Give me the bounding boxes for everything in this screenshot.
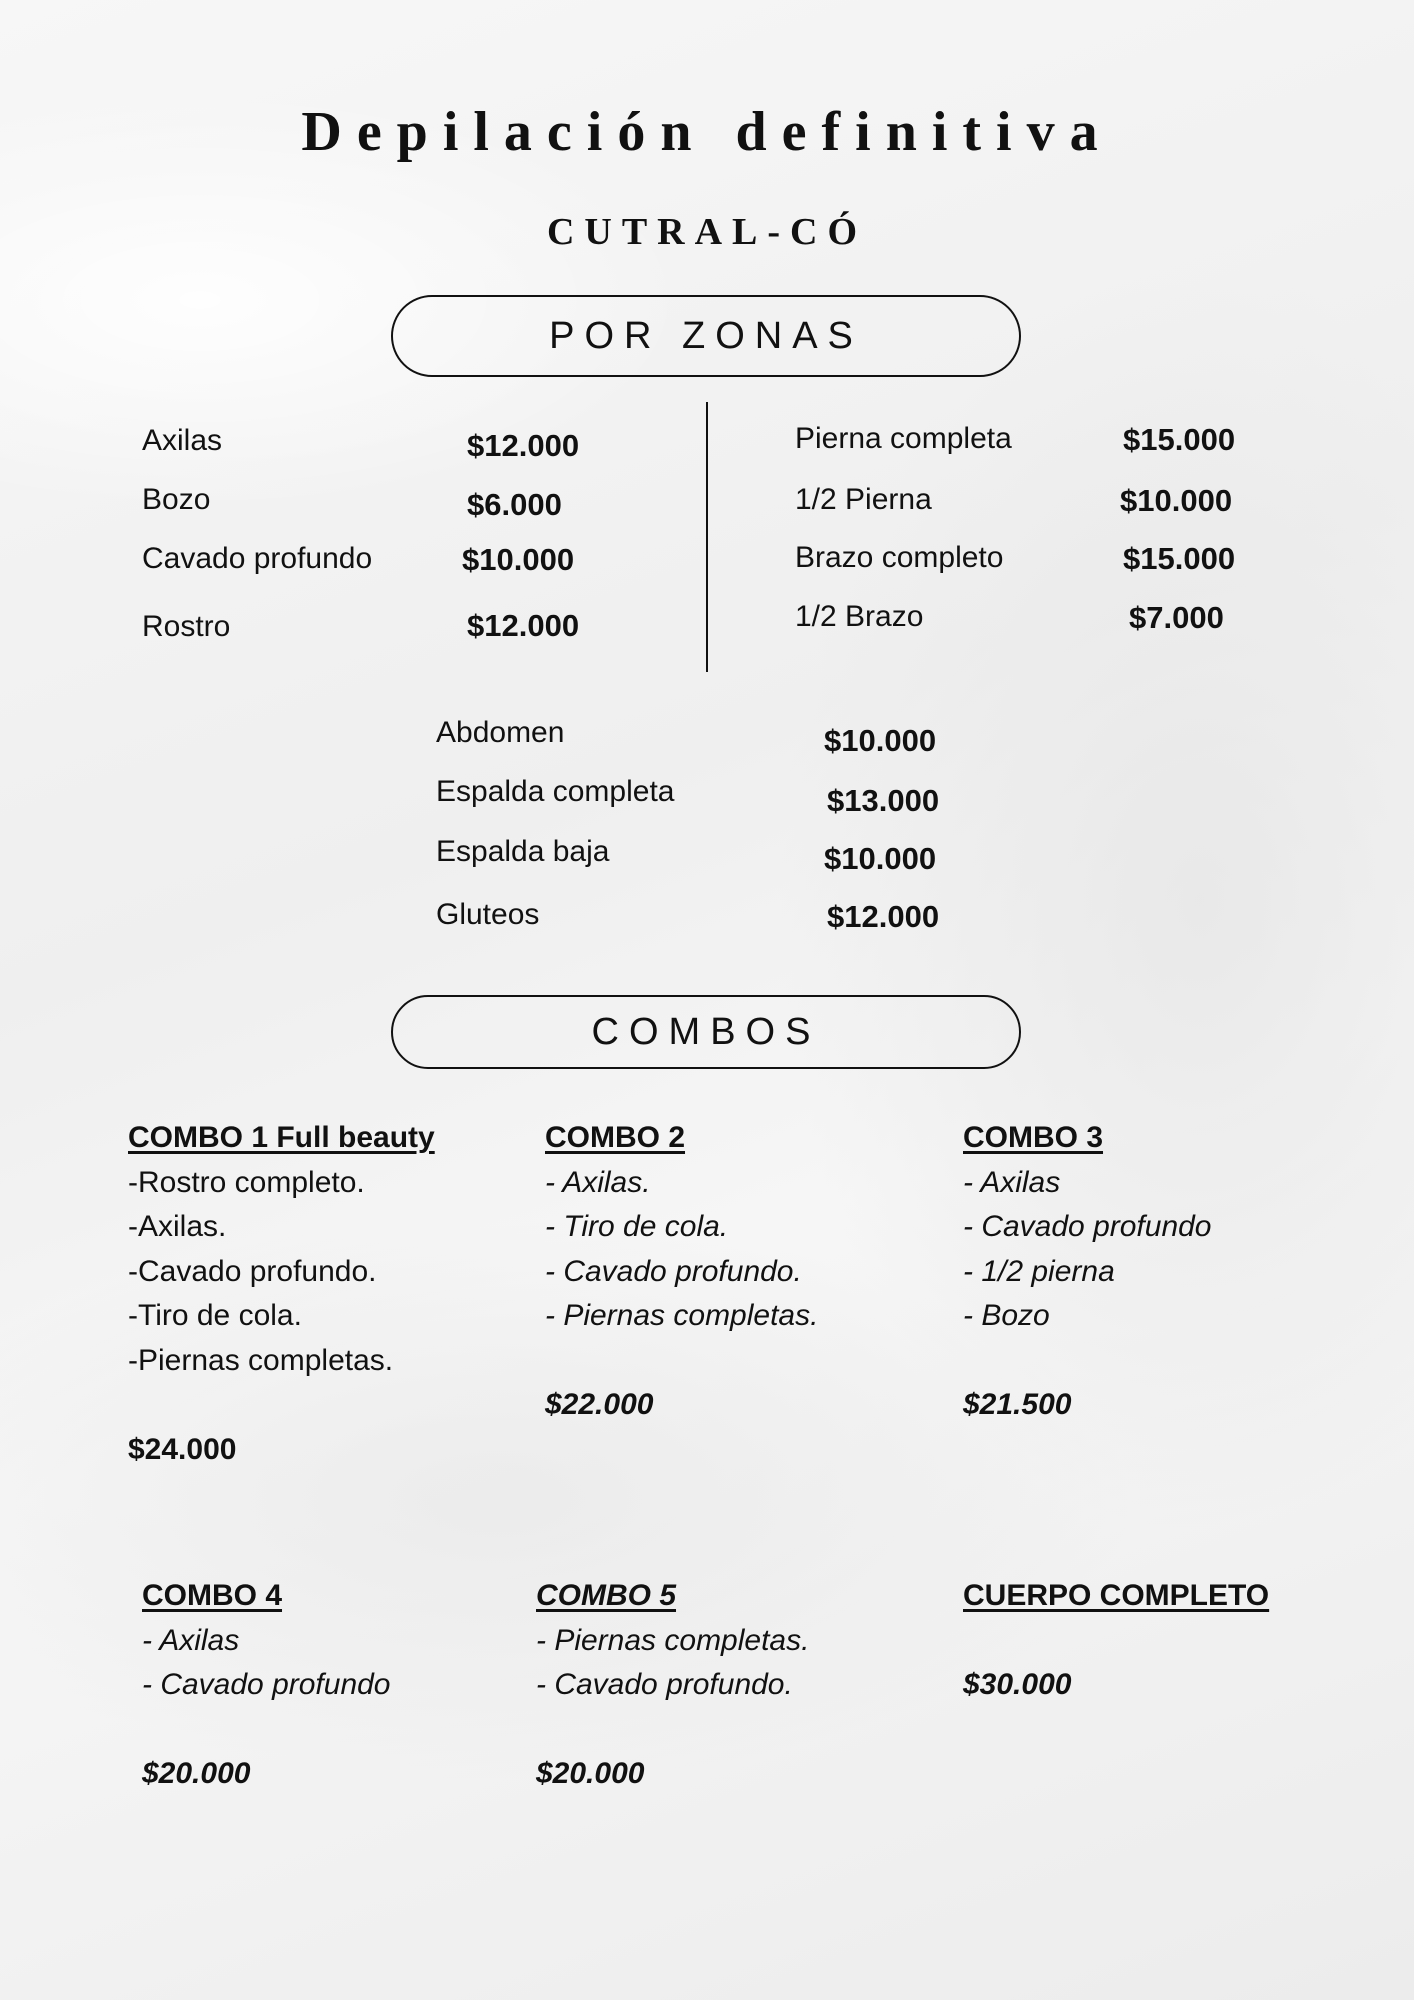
section-heading-zonas: POR ZONAS [391,295,1021,377]
zona-name: Axilas [142,424,223,457]
combo-title: CUERPO COMPLETO [963,1579,1270,1612]
page-title: Depilación definitiva [301,101,1113,163]
column-divider [706,402,708,672]
combo-item: - Axilas [142,1623,240,1657]
zona-name: Abdomen [436,716,565,749]
combo-price: $20.000 [142,1757,251,1790]
zona-price: $10.000 [462,542,575,577]
combo-price: $20.000 [536,1757,645,1790]
combo-card [545,1116,818,1428]
combo-item: - Piernas completas. [536,1623,810,1657]
zona-name: Espalda completa [436,775,675,808]
combo-item: - Cavado profundo [963,1210,1212,1243]
combo-item: -Rostro completo. [128,1165,365,1199]
zona-name: Pierna completa [795,422,1012,455]
zona-name: Brazo completo [795,541,1004,574]
zona-price: $12.000 [467,428,580,463]
combo-card [128,1116,435,1472]
combo-price: $24.000 [128,1432,237,1466]
zona-price: $12.000 [467,608,580,643]
zona-price: $13.000 [827,783,940,818]
zona-price: $6.000 [467,487,562,522]
zona-price: $15.000 [1123,422,1236,457]
zona-price: $10.000 [824,841,937,876]
combo-item: -Cavado profundo. [128,1254,377,1288]
page-subtitle: CUTRAL-CÓ [546,211,868,253]
combo-item: - Cavado profundo. [545,1254,802,1288]
combo-item: - Cavado profundo. [536,1668,793,1701]
zona-name: Cavado profundo [142,542,373,575]
section-heading-combos: COMBOS [391,995,1021,1069]
zona-name: Bozo [142,483,211,516]
combo-price: $30.000 [963,1668,1072,1701]
combo-item: -Axilas. [128,1210,227,1243]
combo-card [536,1574,809,1797]
combo-title: COMBO 1 Full beauty [128,1121,435,1154]
combo-item: - Piernas completas. [545,1299,819,1332]
zona-name: Rostro [142,610,231,643]
zona-name: 1/2 Pierna [795,483,932,516]
combo-item: - Cavado profundo [142,1668,391,1701]
zona-price: $10.000 [824,723,937,758]
zona-price: $7.000 [1129,600,1224,635]
combo-item: -Piernas completas. [128,1343,394,1377]
combo-title: COMBO 4 [142,1579,283,1612]
combo-card [963,1116,1212,1428]
combo-item: - 1/2 pierna [963,1254,1115,1288]
combo-price: $22.000 [545,1388,654,1421]
zona-price: $12.000 [827,899,940,934]
combo-card [142,1574,391,1797]
combo-item: -Tiro de cola. [128,1299,302,1332]
combo-item: - Tiro de cola. [545,1210,729,1243]
combo-item: - Bozo [963,1299,1050,1332]
combo-card [963,1574,1269,1708]
zona-price: $10.000 [1120,483,1233,518]
zona-name: 1/2 Brazo [795,600,924,633]
combo-item: - Axilas. [545,1165,651,1199]
combo-price: $21.500 [963,1388,1072,1421]
combo-title: COMBO 3 [963,1121,1104,1154]
zona-name: Espalda baja [436,835,610,868]
combo-title: COMBO 2 [545,1121,686,1154]
combo-item: - Axilas [963,1165,1061,1199]
combo-title: COMBO 5 [536,1579,677,1612]
zona-name: Gluteos [436,898,540,931]
zona-price: $15.000 [1123,541,1236,576]
